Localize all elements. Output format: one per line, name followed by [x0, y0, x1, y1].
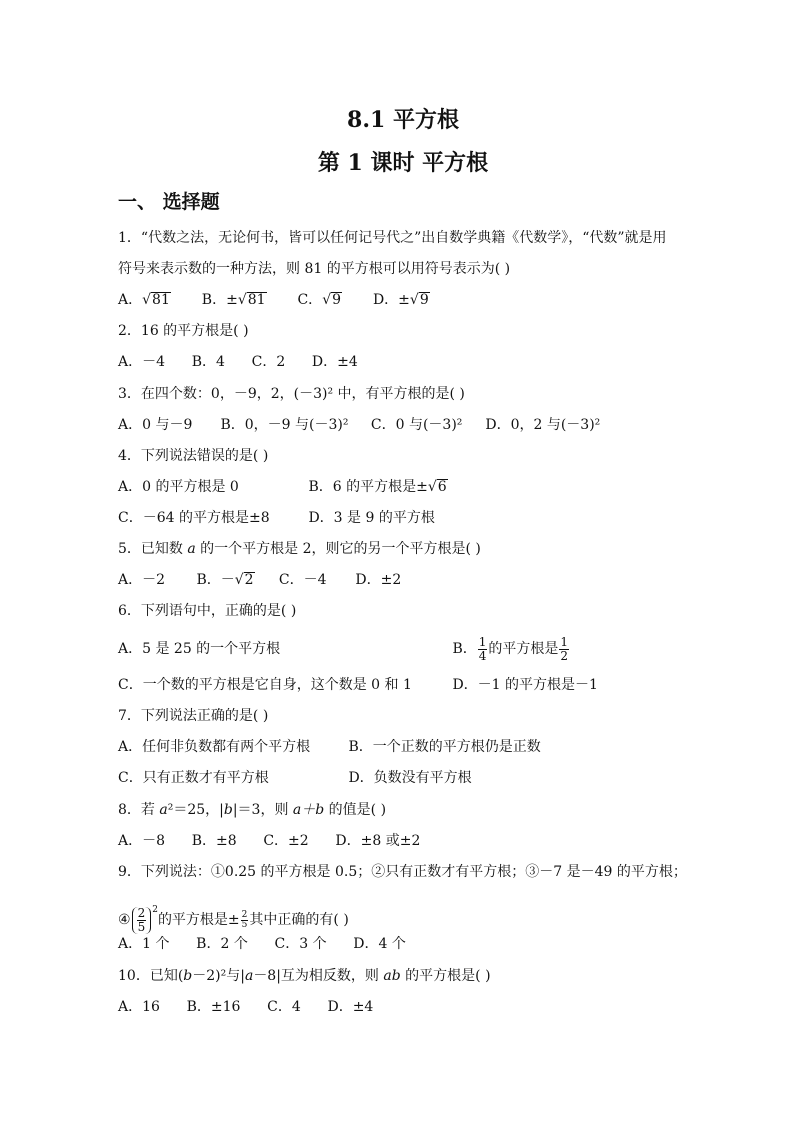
sqrt-icon: √ [409, 292, 419, 308]
q3-stem: 3．在四个数：0，－9，2，(－3)² 中，有平方根的是( ) [118, 386, 465, 402]
q5-option-a: A．－2 [118, 572, 166, 588]
q5-option-c: C．－4 [278, 572, 327, 588]
q5-stem: 5．已知数 a 的一个平方根是 2，则它的另一个平方根是( ) [118, 541, 481, 557]
q9-stem-line1: 9．下列说法：①0.25 的平方根是 0.5；②只有正数才有平方根；③－7 是－49 的平方根； [118, 864, 687, 880]
q1-options [118, 290, 430, 310]
q9-options: A．1 个 B．2 个 C．3 个 D．4 个 [118, 936, 406, 952]
sqrt-icon: √ [142, 292, 152, 308]
q8-stem: 8．若 a²＝25，|b|＝3，则 a＋b 的值是( ) [118, 802, 387, 818]
q9-paren-fraction: $\frac{2}{5}$ [132, 907, 152, 934]
q3-option-d: D．0，2 与(－3)² [485, 417, 601, 433]
q7-option-b: B．一个正数的平方根仍是正数 [348, 739, 541, 755]
q1-option-a: A．√81 [118, 292, 170, 308]
q1-option-d: D．±√9 [372, 292, 429, 308]
sqrt-icon: √ [427, 479, 437, 495]
q5-option-b: B．－√2 [196, 572, 254, 588]
q1-option-c: C．√9 [297, 292, 342, 308]
q1-option-b: B．±√81 [201, 292, 266, 308]
sqrt-icon: √ [322, 292, 332, 308]
q7-stem: 7．下列说法正确的是( ) [118, 708, 269, 724]
q10-stem: 10．已知(b－2)²与|a－8|互为相反数，则 ab 的平方根是( ) [118, 968, 491, 984]
q4-option-d: D．3 是 9 的平方根 [308, 510, 435, 526]
q6-options-row1 [118, 634, 570, 664]
page-title: 8.1 平方根 [347, 107, 459, 133]
q1-stem-line1: 1．“代数之法，无论何书，皆可以任何记号代之”出自数学典籍《代数学》，“代数”就是用 [118, 230, 667, 246]
page-subtitle: 第 1 课时 平方根 [317, 150, 489, 176]
sqrt-icon: √ [234, 572, 244, 588]
q1-stem-line2: 符号来表示数的一种方法，则 81 的平方根可以用符号表示为( ) [118, 261, 511, 277]
q4-options-row1 [118, 477, 448, 497]
q7-options-row2 [118, 768, 472, 788]
q2-options: A．－4 B．4 C．2 D．±4 [118, 354, 358, 370]
q3-option-a: A．0 与－9 [118, 417, 193, 433]
q3-option-c: C．0 与(－3)² [370, 417, 463, 433]
q5-option-d: D．±2 [355, 572, 402, 588]
q6-option-c: C．一个数的平方根是它自身，这个数是 0 和 1 [118, 677, 412, 693]
q6-option-d: D．－1 的平方根是－1 [452, 677, 598, 693]
q8-options: A．－8 B．±8 C．±2 D．±8 或±2 [118, 833, 421, 849]
q5-options [118, 570, 401, 590]
sqrt-icon: √ [237, 292, 247, 308]
q7-option-a: A．任何非负数都有两个平方根 [118, 739, 311, 755]
q6-option-a: A．5 是 25 的一个平方根 [118, 641, 281, 657]
q2-stem: 2．16 的平方根是( ) [118, 323, 249, 339]
q7-options-row1 [118, 737, 541, 757]
q4-options-row2 [118, 508, 435, 528]
q6-option-b: B． $\frac{1}{4}$ 的平方根是 $\frac{1}{2}$ [452, 634, 569, 663]
q4-option-b: B．6 的平方根是±√6 [308, 479, 447, 495]
q6-options-row2 [118, 675, 598, 695]
section-heading: 一、 选择题 [118, 191, 220, 213]
q4-stem: 4．下列说法错误的是( ) [118, 448, 269, 464]
q7-option-d: D．负数没有平方根 [348, 770, 472, 786]
q6-stem: 6．下列语句中，正确的是( ) [118, 603, 297, 619]
q7-option-c: C．只有正数才有平方根 [118, 770, 269, 786]
q3-option-b: B．0，－9 与(－3)² [220, 417, 349, 433]
q9-stem-line2: ④ $\frac{2}{5}$ $^2$的平方根是± $\frac{2}{5}$ 其中正确的有( ) [118, 905, 349, 934]
q3-options [118, 415, 600, 435]
q4-option-a: A．0 的平方根是 0 [118, 479, 239, 495]
q4-option-c: C．－64 的平方根是±8 [118, 510, 270, 526]
q10-options: A．16 B．±16 C．4 D．±4 [118, 999, 374, 1015]
